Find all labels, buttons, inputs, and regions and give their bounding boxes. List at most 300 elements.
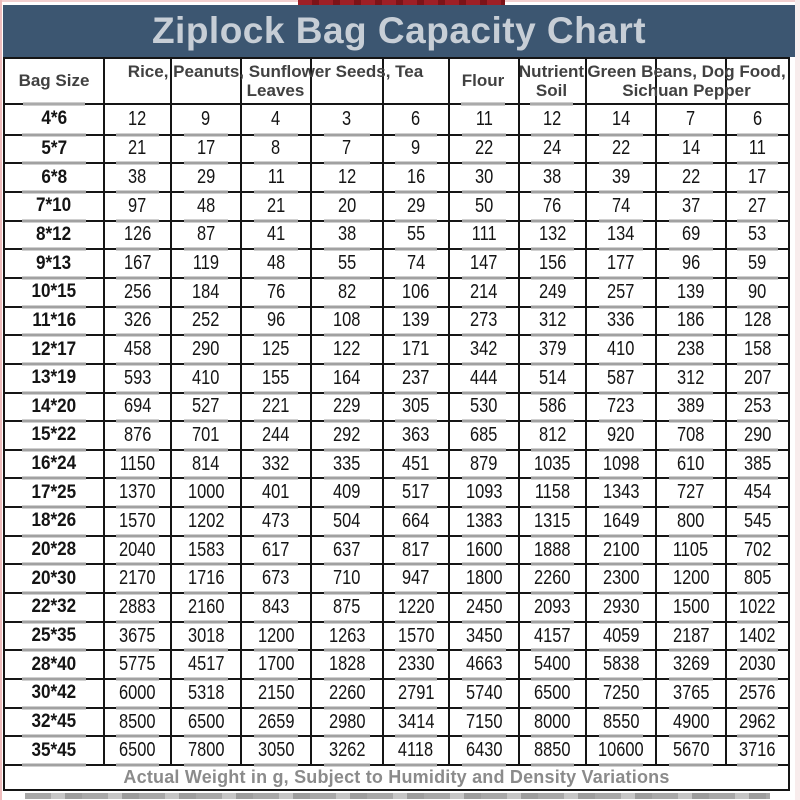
value-cell	[585, 709, 655, 736]
value-cell	[585, 105, 655, 134]
value-cell	[725, 394, 788, 421]
value-cell	[170, 623, 240, 650]
value-cell	[382, 737, 448, 764]
value-cell	[585, 136, 655, 163]
value-cell	[448, 105, 518, 134]
cell-value: 4*6	[41, 108, 67, 130]
cell-value: 126	[123, 223, 152, 246]
value-cell	[240, 365, 310, 392]
table-row	[5, 105, 788, 134]
cell-value: 9	[411, 137, 421, 160]
cell-value: 1263	[328, 624, 366, 647]
value-cell	[170, 336, 240, 363]
value-cell	[518, 336, 585, 363]
value-cell	[382, 279, 448, 306]
cell-value: 3414	[397, 710, 435, 733]
header-cell-nutrient-soil	[518, 59, 585, 103]
header-cell-flour	[448, 59, 518, 103]
table-row	[5, 621, 788, 650]
cell-value: 28*40	[31, 653, 77, 675]
cell-value: 12	[128, 107, 147, 130]
cell-value: 1200	[672, 567, 710, 590]
cell-value: 4118	[398, 739, 434, 762]
value-cell	[725, 422, 788, 449]
cell-value: 134	[607, 223, 635, 246]
value-cell	[382, 105, 448, 134]
value-cell	[382, 479, 448, 506]
value-cell	[240, 193, 310, 220]
cell-value: 119	[192, 252, 220, 275]
cell-value: 335	[333, 452, 361, 475]
value-cell	[655, 422, 725, 449]
cell-value: 517	[402, 481, 430, 504]
value-cell	[448, 651, 518, 678]
value-cell	[103, 451, 170, 478]
cell-value: 55	[406, 223, 426, 246]
value-cell	[725, 105, 788, 134]
cell-value: 2260	[534, 567, 571, 590]
cell-value: 74	[406, 252, 426, 275]
cell-value: 1583	[187, 538, 225, 561]
cell-value: 2093	[534, 595, 571, 618]
cell-value: 32*45	[31, 711, 77, 733]
value-cell	[103, 565, 170, 592]
cell-value: 5740	[465, 681, 503, 704]
value-cell	[518, 365, 585, 392]
value-cell	[585, 193, 655, 220]
cell-value: 184	[192, 280, 220, 303]
value-cell	[103, 623, 170, 650]
cell-value: 2450	[465, 595, 503, 618]
cell-value: 3675	[119, 624, 156, 647]
value-cell	[240, 651, 310, 678]
bag-size-cell	[5, 737, 103, 764]
value-cell	[448, 250, 518, 277]
value-cell	[518, 308, 585, 335]
value-cell	[725, 680, 788, 707]
cell-value: 38	[337, 223, 357, 246]
cell-value: 723	[607, 395, 635, 418]
value-cell	[382, 136, 448, 163]
header-cell-green-beans-dog-food-pepper	[585, 59, 788, 103]
cell-value: 273	[470, 309, 498, 332]
value-cell	[382, 394, 448, 421]
value-cell	[382, 164, 448, 191]
bag-size-cell	[5, 537, 103, 564]
cell-value: 545	[743, 509, 772, 532]
table-row	[5, 220, 788, 249]
bottom-gray-band	[25, 793, 770, 799]
value-cell	[170, 737, 240, 764]
value-cell	[448, 394, 518, 421]
value-cell	[448, 164, 518, 191]
cell-value: 8	[271, 137, 281, 160]
cell-value: 22	[611, 137, 631, 160]
header-label: Bag Size	[18, 71, 90, 91]
cell-value: 11	[475, 107, 493, 130]
value-cell	[310, 451, 382, 478]
value-cell	[103, 537, 170, 564]
value-cell	[448, 222, 518, 249]
cell-value: 10*15	[31, 281, 77, 303]
cell-value: 312	[538, 309, 567, 332]
value-cell	[585, 623, 655, 650]
header-label: Nutrient Soil	[518, 61, 585, 100]
cell-value: 76	[266, 280, 286, 303]
value-cell	[518, 279, 585, 306]
value-cell	[518, 737, 585, 764]
cell-value: 5*7	[41, 137, 67, 159]
table-row	[5, 649, 788, 678]
cell-value: 1800	[465, 567, 503, 590]
cell-value: 20*28	[31, 539, 77, 561]
cell-value: 30*42	[31, 682, 77, 704]
cell-value: 256	[123, 280, 152, 303]
value-cell	[103, 680, 170, 707]
cell-value: 5400	[534, 653, 571, 676]
cell-value: 1828	[328, 653, 366, 676]
cell-value: 1150	[119, 452, 156, 475]
value-cell	[655, 594, 725, 621]
cell-value: 312	[677, 366, 705, 389]
value-cell	[725, 222, 788, 249]
cell-value: 2962	[739, 710, 776, 733]
cell-value: 7250	[602, 681, 640, 704]
bag-size-cell	[5, 105, 103, 134]
bag-size-cell	[5, 336, 103, 363]
cell-value: 3018	[187, 624, 225, 647]
cell-value: 401	[262, 481, 290, 504]
cell-value: 8000	[534, 710, 571, 733]
cell-value: 379	[538, 338, 567, 361]
value-cell	[585, 164, 655, 191]
cell-value: 237	[402, 366, 430, 389]
cell-value: 108	[333, 309, 361, 332]
value-cell	[240, 422, 310, 449]
value-cell	[170, 508, 240, 535]
value-cell	[585, 651, 655, 678]
value-cell	[240, 594, 310, 621]
cell-value: 2187	[672, 624, 710, 647]
value-cell	[103, 651, 170, 678]
table-row	[5, 363, 788, 392]
cell-value: 11*16	[32, 309, 76, 331]
bag-size-cell	[5, 594, 103, 621]
value-cell	[655, 136, 725, 163]
bag-size-cell	[5, 479, 103, 506]
cell-value: 18*26	[31, 510, 77, 532]
value-cell	[240, 336, 310, 363]
cell-value: 1700	[257, 653, 295, 676]
value-cell	[103, 737, 170, 764]
cell-value: 879	[470, 452, 498, 475]
bag-size-cell	[5, 365, 103, 392]
value-cell	[655, 105, 725, 134]
value-cell	[448, 479, 518, 506]
value-cell	[382, 680, 448, 707]
value-cell	[382, 250, 448, 277]
value-cell	[240, 250, 310, 277]
cell-value: 1716	[187, 567, 225, 590]
value-cell	[448, 709, 518, 736]
cell-value: 10600	[598, 739, 644, 762]
cell-value: 4157	[534, 624, 571, 647]
cell-value: 6	[411, 107, 421, 130]
cell-value: 69	[681, 223, 701, 246]
value-cell	[448, 537, 518, 564]
value-cell	[655, 623, 725, 650]
value-cell	[103, 365, 170, 392]
value-cell	[310, 537, 382, 564]
value-cell	[103, 394, 170, 421]
value-cell	[448, 451, 518, 478]
value-cell	[655, 193, 725, 220]
value-cell	[518, 479, 585, 506]
cell-value: 29	[196, 166, 216, 189]
cell-value: 710	[333, 567, 361, 590]
value-cell	[240, 537, 310, 564]
value-cell	[240, 508, 310, 535]
value-cell	[585, 479, 655, 506]
value-cell	[170, 565, 240, 592]
cell-value: 21	[128, 137, 147, 160]
cell-value: 16	[406, 166, 426, 189]
cell-value: 6500	[534, 681, 571, 704]
value-cell	[448, 422, 518, 449]
cell-value: 41	[266, 223, 286, 246]
cell-value: 326	[123, 309, 152, 332]
value-cell	[170, 279, 240, 306]
cell-value: 2040	[119, 538, 156, 561]
value-cell	[725, 565, 788, 592]
value-cell	[725, 479, 788, 506]
cell-value: 6430	[465, 739, 503, 762]
value-cell	[655, 537, 725, 564]
value-cell	[585, 422, 655, 449]
cell-value: 14	[681, 137, 701, 160]
cell-value: 53	[748, 223, 767, 246]
cell-value: 694	[123, 395, 152, 418]
value-cell	[518, 193, 585, 220]
cell-value: 59	[748, 252, 767, 275]
cell-value: 5318	[187, 681, 225, 704]
value-cell	[655, 279, 725, 306]
cell-value: 1000	[187, 481, 225, 504]
cell-value: 12	[543, 107, 562, 130]
cell-value: 2150	[257, 681, 295, 704]
bag-size-cell	[5, 193, 103, 220]
cell-value: 1570	[119, 509, 156, 532]
value-cell	[382, 651, 448, 678]
value-cell	[240, 623, 310, 650]
cell-value: 207	[743, 366, 772, 389]
cell-value: 253	[743, 395, 772, 418]
value-cell	[310, 336, 382, 363]
cell-value: 2930	[602, 595, 640, 618]
value-cell	[103, 594, 170, 621]
value-cell	[240, 479, 310, 506]
cell-value: 139	[402, 309, 430, 332]
value-cell	[103, 422, 170, 449]
value-cell	[103, 479, 170, 506]
cell-value: 389	[677, 395, 705, 418]
value-cell	[655, 394, 725, 421]
value-cell	[585, 565, 655, 592]
cell-value: 35*45	[31, 739, 77, 761]
cell-value: 12	[337, 166, 357, 189]
cell-value: 2160	[187, 595, 225, 618]
cell-value: 22*32	[31, 596, 77, 618]
cell-value: 37	[681, 194, 701, 217]
value-cell	[448, 193, 518, 220]
cell-value: 82	[337, 280, 357, 303]
value-cell	[448, 737, 518, 764]
value-cell	[103, 105, 170, 134]
cell-value: 20	[337, 194, 357, 217]
cell-value: 2576	[739, 681, 776, 704]
table-row	[5, 735, 788, 764]
table-body	[5, 105, 788, 764]
value-cell	[585, 222, 655, 249]
table-row	[5, 162, 788, 191]
cell-value: 2980	[328, 710, 366, 733]
cell-value: 2170	[119, 567, 156, 590]
value-cell	[170, 680, 240, 707]
value-cell	[170, 136, 240, 163]
cell-value: 6500	[119, 739, 156, 762]
cell-value: 7*10	[36, 195, 72, 217]
cell-value: 527	[192, 395, 220, 418]
cell-value: 8550	[602, 710, 640, 733]
bag-size-cell	[5, 136, 103, 163]
cell-value: 17*25	[31, 481, 77, 503]
cell-value: 30	[474, 166, 494, 189]
value-cell	[448, 336, 518, 363]
bag-size-cell	[5, 164, 103, 191]
value-cell	[103, 279, 170, 306]
table-row	[5, 592, 788, 621]
cell-value: 96	[681, 252, 701, 275]
cell-value: 876	[123, 423, 152, 446]
cell-value: 1098	[602, 452, 640, 475]
capacity-table	[3, 57, 790, 791]
header-label: Flour	[461, 71, 505, 91]
cell-value: 5775	[119, 653, 156, 676]
value-cell	[310, 594, 382, 621]
cell-value: 5838	[602, 653, 640, 676]
header-label: Green Beans, Dog Food, Sichuan Pepper	[587, 61, 786, 100]
cell-value: 139	[677, 280, 705, 303]
cell-value: 514	[538, 366, 567, 389]
cell-value: 12*17	[31, 338, 77, 360]
value-cell	[170, 651, 240, 678]
cell-value: 257	[607, 280, 635, 303]
value-cell	[382, 365, 448, 392]
cell-value: 1035	[534, 452, 571, 475]
cell-value: 229	[333, 395, 361, 418]
table-row	[5, 707, 788, 736]
cell-value: 2330	[397, 653, 435, 676]
cell-value: 2030	[739, 653, 776, 676]
table-row	[5, 334, 788, 363]
value-cell	[382, 451, 448, 478]
cell-value: 16*24	[31, 453, 77, 475]
cell-value: 155	[262, 366, 290, 389]
value-cell	[448, 594, 518, 621]
cell-value: 7800	[187, 739, 225, 762]
bag-size-cell	[5, 250, 103, 277]
cell-value: 1220	[397, 595, 435, 618]
value-cell	[240, 565, 310, 592]
cell-value: 8850	[534, 739, 571, 762]
value-cell	[103, 336, 170, 363]
cell-value: 3765	[672, 681, 710, 704]
value-cell	[725, 193, 788, 220]
value-cell	[170, 594, 240, 621]
value-cell	[103, 508, 170, 535]
cell-value: 2100	[602, 538, 640, 561]
value-cell	[310, 623, 382, 650]
cell-value: 214	[470, 280, 498, 303]
value-cell	[310, 105, 382, 134]
value-cell	[585, 537, 655, 564]
value-cell	[103, 164, 170, 191]
value-cell	[310, 422, 382, 449]
cell-value: 24	[543, 137, 562, 160]
value-cell	[448, 365, 518, 392]
value-cell	[310, 308, 382, 335]
cell-value: 504	[333, 509, 361, 532]
cell-value: 664	[402, 509, 430, 532]
cell-value: 1022	[739, 595, 776, 618]
cell-value: 1202	[187, 509, 225, 532]
cell-value: 2300	[602, 567, 640, 590]
value-cell	[518, 222, 585, 249]
value-cell	[170, 479, 240, 506]
value-cell	[310, 565, 382, 592]
cell-value: 947	[402, 567, 430, 590]
cell-value: 814	[192, 452, 220, 475]
value-cell	[170, 537, 240, 564]
value-cell	[448, 680, 518, 707]
value-cell	[382, 508, 448, 535]
cell-value: 7	[342, 137, 352, 160]
cell-value: 74	[611, 194, 631, 217]
cell-value: 2659	[257, 710, 295, 733]
value-cell	[382, 565, 448, 592]
cell-value: 167	[123, 252, 152, 275]
value-cell	[725, 279, 788, 306]
cell-value: 451	[402, 452, 430, 475]
table-row	[5, 477, 788, 506]
cell-value: 6*8	[41, 166, 67, 188]
cell-value: 13*19	[31, 367, 77, 389]
value-cell	[103, 222, 170, 249]
cell-value: 164	[333, 366, 361, 389]
value-cell	[170, 422, 240, 449]
value-cell	[382, 537, 448, 564]
value-cell	[240, 680, 310, 707]
cell-value: 1888	[534, 538, 571, 561]
value-cell	[240, 709, 310, 736]
table-row	[5, 678, 788, 707]
cell-value: 637	[333, 538, 361, 561]
cell-value: 132	[538, 223, 567, 246]
cell-value: 122	[333, 338, 361, 361]
cell-value: 805	[743, 567, 772, 590]
cell-value: 177	[607, 252, 635, 275]
value-cell	[170, 365, 240, 392]
